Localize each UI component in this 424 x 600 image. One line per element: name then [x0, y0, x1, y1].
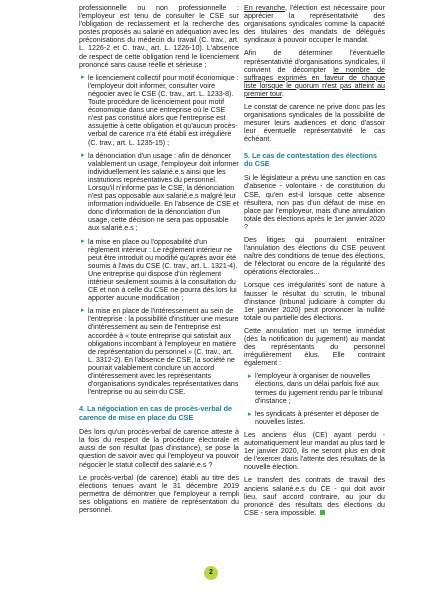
- paragraph-text: .: [281, 89, 284, 98]
- paragraph: Dès lors qu'un procès-verbal de carence atteste à la fois du respect de la procédure électorale et aussi de son résultat (pas d'instance), se pose la question de savoir avec qui l'employeur va pouvoir négocier le statut collectif des salarié.e.s ?: [79, 428, 239, 469]
- right-column: [244, 4, 385, 522]
- underlined-text: le nombre de suffrages exprimés en faveur de chaque liste lorsque le quorum n'est pas atteint au premier tour: [244, 65, 385, 98]
- paragraph-text: Le transfert des contrats de travail des anciens salarié.e.s du CE - qui doit avoir lieu, sauf accord contraire, au jour du prononcé des résultats des élections du CSE - sera impossible.: [244, 476, 385, 517]
- arrow-bullet-icon: ▸: [81, 73, 85, 81]
- section-number: 5.: [244, 150, 250, 160]
- list-item-text: le licenciement collectif pour motif économique : l'employeur doit informer, consulter voire négocier avec le CSE (C. trav., art. L. 1233-8). Toute procédure de licenciement pour motif économique dans une entreprise où le CSE n'est pas constitué alors que l'entreprise est assujettie à cette obligation et qu'aucun procès-verbal de carence n'a été établi est irrégulière (C. trav., art. L. 1235-15) ;: [88, 73, 239, 147]
- list-item-text: les syndicats à présenter et déposer de nouvelles listes.: [255, 409, 379, 426]
- arrow-bullet-icon: ▸: [248, 409, 252, 418]
- paragraph: Des litiges qui pourraient entraîner l'annulation des élections du CSE peuvent naître des conditions de tenue des élections, de l'électorat ou encore de la régularité des opérations électorales...: [244, 235, 385, 277]
- paragraph: professionnelle ou non professionnelle : l'employeur est tenu de consulter le CSE sur l'obligation de reclassement et la recherche des postes proposés au salarié en adéquation avec les préconisations du médecin du travail (C. trav., art. L. 1226-2 et C. trav., art. L. 1226-10). L'absence de respect de cette obligation rend le licenciement prononcé sans cause réelle et sérieuse ;: [79, 4, 239, 69]
- end-square-icon: [320, 510, 325, 515]
- list-item: [79, 152, 239, 233]
- paragraph: [244, 476, 385, 516]
- list-item-text: la mise en place ou l'opposabilité d'un règlement intérieur : Le règlement intérieur ne peut être introduit ou modifié qu'après avoir été soumis à l'avis du CSE (C. trav., art. L. 1321-4). Une entreprise qui dispose d'un règlement intérieur seulement soumis à la consultation du CE et non à celle du CSE ne pourra dès lors lui apporter aucune modification ;: [88, 237, 238, 303]
- paragraph-text: , l'élection est nécessaire pour apprécier la représentativité des organisations syndicales comme la capacité des titulaires des mandats de délégués syndicaux à pouvoir occuper le mandat.: [244, 4, 385, 45]
- list-item: [244, 410, 385, 426]
- list-item: [79, 238, 239, 303]
- paragraph: Les anciens élus (CE) ayant perdu - automatiquement leur mandat au plus tard le 1er janvier 2020, ils ne seront plus en droit de l'exercer dans l'attente des résultats de la nouvelle élection.: [244, 430, 385, 472]
- paragraph: Si le législateur a prévu une sanction en cas d'absence - volontaire - de constitution du CSE, qu'en est-il lorsque cette absence résultera, non pas d'un défaut de mise en place par l'employeur, mais d'une annulation totale des élections après le 1er janvier 2020 ?: [244, 174, 385, 231]
- arrow-bullet-icon: ▸: [81, 237, 85, 245]
- section-number: 4.: [79, 404, 85, 414]
- left-column: [79, 4, 239, 519]
- section-title: La négociation en cas de procès-verbal de carence de mise en place du CSE: [79, 404, 232, 422]
- section-heading-4: [79, 405, 239, 422]
- section-title: Le cas de contestation des élections du CSE: [244, 150, 378, 168]
- paragraph: Le constat de carence ne prive donc pas les organisations syndicales de la possibilité de mesurer leurs audiences et donc d'assoir leur éventuelle représentativité le cas échéant.: [244, 103, 385, 144]
- list-item: [79, 74, 239, 147]
- paragraph: [244, 49, 385, 98]
- paragraph: Cette annulation met un terme immédiat (dès la notification du jugement) au mandat des représentants du personnel irrégulièrement élus. Elle contraint également :: [244, 326, 385, 368]
- paragraph-text: Afin de déterminer l'éventuelle représentativité d'organisations syndicales, il convient de décompter: [244, 49, 385, 74]
- section-heading-5: [244, 152, 385, 169]
- paragraph: Lorsque ces irrégularités sont de nature à fausser le résultat du scrutin, le tribunal d'instance (tribunal judiciaire à compter du 1er janvier 2020) peut prononcer la nullité totale ou partielle des élections.: [244, 281, 385, 322]
- list-item-text: la dénonciation d'un usage : afin de dénoncer valablement un usage, l'employeur doit informer individuellement les salarié.e.s ainsi que les institutions représentatives du personnel. Lorsqu'il n'informe pas le CSE, la dénonciation n'est pas opposable aux salarié.e.s malgré leur information individuelle. En l'absence de CSE et donc d'information de la dénonciation d'un usage, cette décision ne sera pas opposable aux salarié.e.s ;: [88, 151, 239, 233]
- list-item-text: l'employeur à organiser de nouvelles élections, dans un délai parfois fixé aux termes du jugement rendu par le tribunal d'instance ;: [255, 372, 383, 405]
- arrow-bullet-icon: ▸: [81, 307, 85, 315]
- page-number: 2: [204, 566, 218, 580]
- underlined-text: En revanche: [244, 4, 286, 12]
- list-item: [244, 372, 385, 404]
- list-item-text: la mise en place de l'intéressement au sein de l'entreprise : la possibilité d'instituer une mesure d'intéressement au sein de l'entreprise est accordée à « toute entreprise qui satisfait aux obligations incombant à l'employeur en matière de représentation du personnel » (C. trav., art. L. 3312-2). En l'absence de CSE, la société ne pourrait valablement conclure un accord d'intéressement avec les représentants d'organisations syndicales représentatives dans l'entreprise ou au sein du CSE.: [88, 307, 239, 397]
- paragraph: [244, 4, 385, 44]
- arrow-bullet-icon: ▸: [81, 151, 85, 159]
- list-item: [79, 307, 239, 396]
- paragraph: Le procès-verbal (de carence) établi au titre des élections tenues avant le 31 décembre 2019 permettra de démontrer que l'employeur a rempli ses obligations en matière de représentation du personnel.: [79, 473, 239, 514]
- arrow-bullet-icon: ▸: [248, 372, 252, 381]
